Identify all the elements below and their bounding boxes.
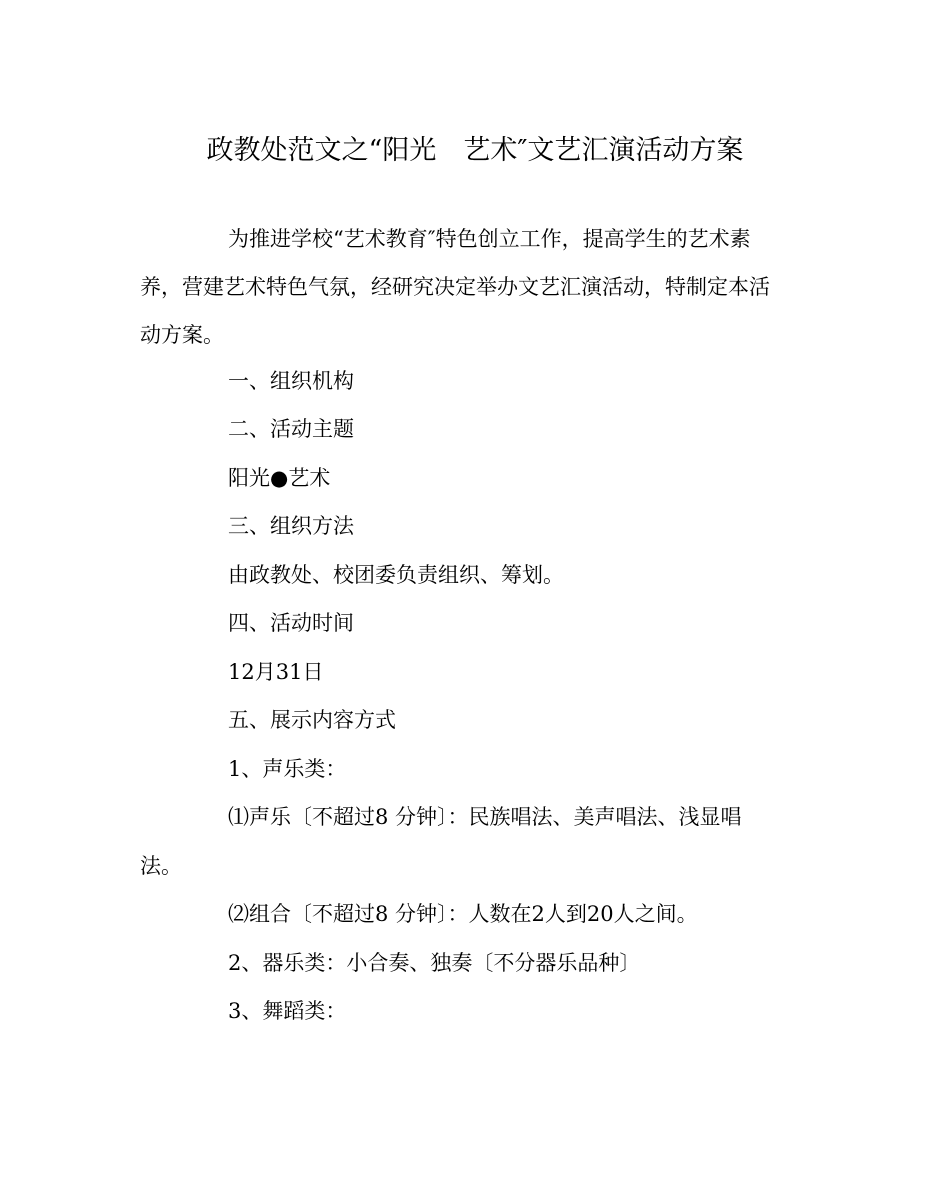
document-title: 政教处范文之“阳光 艺术″文艺汇演活动方案 [206,135,744,166]
vocal-item-1: ⑴声乐〔不超过8 分钟〕：民族唱法、美声唱法、浅显唱 [228,805,742,829]
section-time-heading: 四、活动时间 [228,611,354,635]
vocal-item-2: ⑵组合〔不超过8 分钟〕：人数在2人到20人之间。 [228,902,698,926]
intro-paragraph: 为推进学校“艺术教育″特色创立工作，提高学生的艺术素养，营建艺术特色气氛，经研究决定举办文艺汇演活动，特制定本活动方案。 [140,227,770,347]
instrumental-category: 2、器乐类：小合奏、独奏〔不分器乐品种〕 [228,951,641,975]
section-method-heading: 三、组织方法 [228,514,354,538]
method-text: 由政教处、校团委负责组织、筹划。 [228,563,564,587]
dance-category: 3、舞蹈类： [228,999,347,1023]
section-theme-heading: 二、活动主题 [228,417,354,441]
vocal-item-1-continued: 法。 [140,854,182,878]
time-text: 12月31日 [228,660,324,684]
section-content-heading: 五、展示内容方式 [228,708,396,732]
theme-text: 阳光●艺术 [228,466,331,490]
section-organization-heading: 一、组织机构 [228,369,354,393]
vocal-category: 1、声乐类： [228,757,347,781]
